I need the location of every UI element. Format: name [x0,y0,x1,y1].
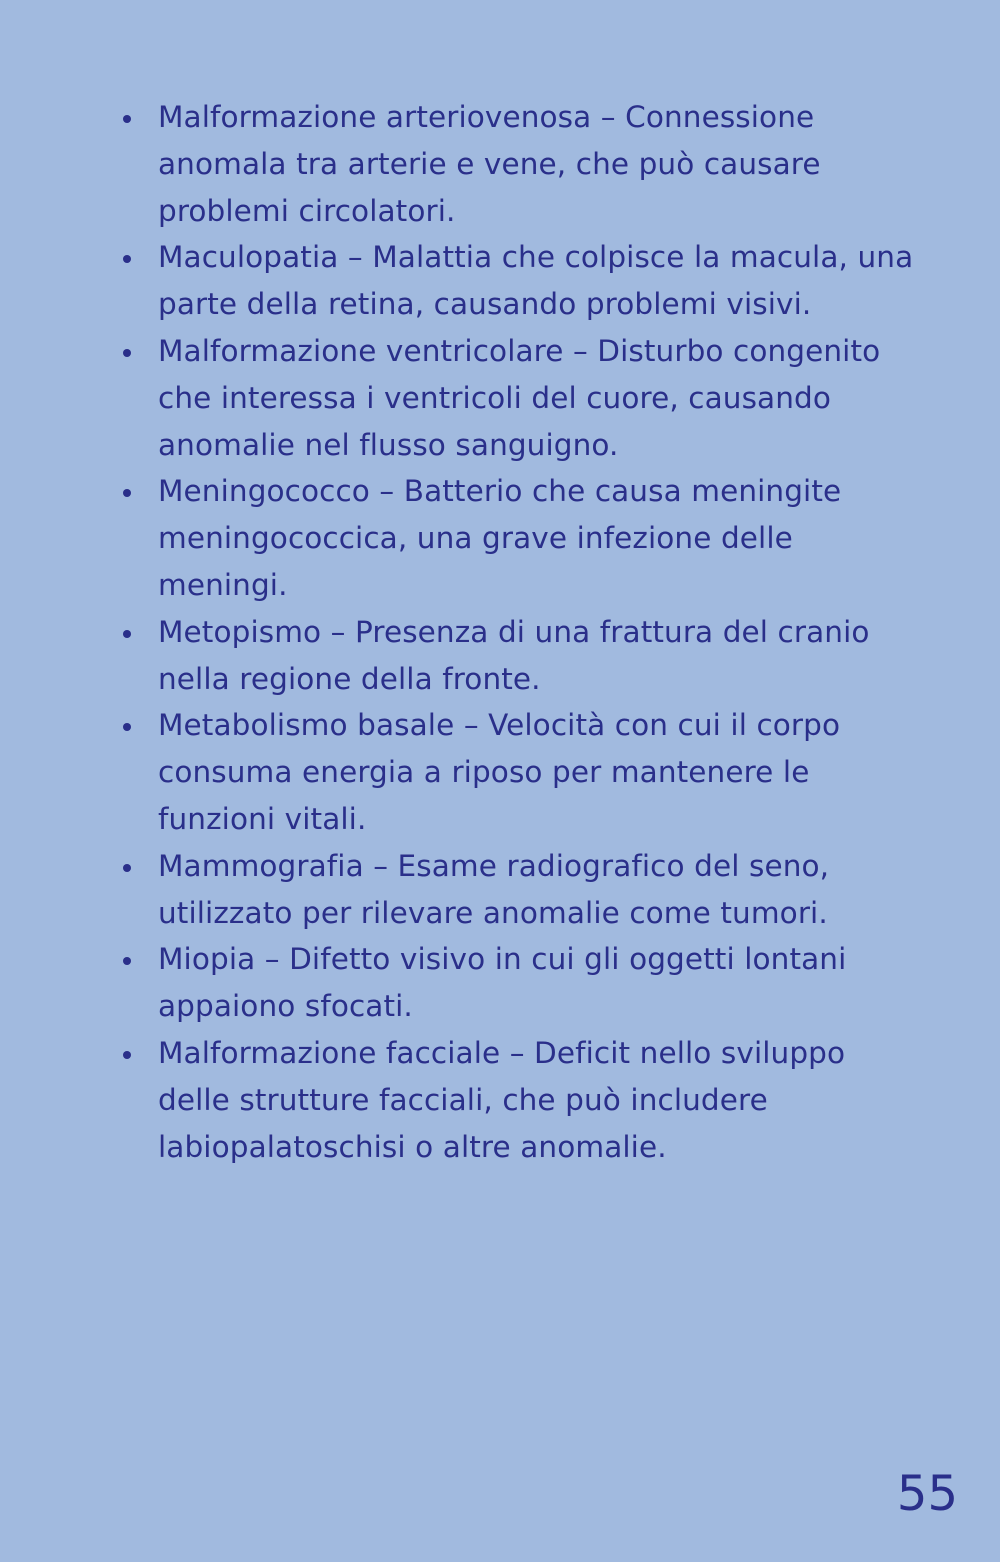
glossary-item-text: Malformazione ventricolare – Disturbo congenito che interessa i ventricoli del cuore, causando anomalie nel flusso sanguigno. [158,333,881,462]
bullet-icon [123,489,131,497]
glossary-item-text: Miopia – Difetto visivo in cui gli oggetti lontani appaiono sfocati. [158,942,847,1024]
bullet-icon [123,864,131,872]
page-number: 55 [896,1466,958,1522]
bullet-icon [123,255,131,263]
bullet-icon [123,349,131,357]
glossary-item-text: Mammografia – Esame radiografico del seno, utilizzato per rilevare anomalie come tumori. [158,848,830,930]
glossary-item-text: Malformazione facciale – Deficit nello sviluppo delle strutture facciali, che può includere labiopalatoschisi o altre anomalie. [158,1035,846,1164]
glossary-list [118,94,918,1170]
bullet-icon [123,115,131,123]
glossary-item-text: Metabolismo basale – Velocità con cui il corpo consuma energia a riposo per mantenere le funzioni vitali. [158,708,841,836]
glossary-item [118,702,918,842]
bullet-icon [123,957,131,965]
bullet-icon [123,630,131,638]
glossary-item [118,1030,918,1170]
glossary-item-text: Maculopatia – Malattia che colpisce la macula, una parte della retina, causando problemi visivi. [158,240,914,322]
glossary-item-text: Metopismo – Presenza di una frattura del cranio nella regione della fronte. [158,614,870,696]
glossary-item [118,94,918,234]
glossary-item-text: Malformazione arteriovenosa – Connessione anomala tra arterie e vene, che può causare problemi circolatori. [158,100,821,228]
glossary-item [118,468,918,608]
glossary-item-text: Meningococco – Batterio che causa meningite meningococcica, una grave infezione delle meningi. [158,474,842,602]
glossary-item [118,234,918,328]
bullet-icon [123,723,131,731]
glossary-item [118,843,918,937]
glossary-item [118,328,918,468]
bullet-icon [123,1051,131,1059]
glossary-item [118,936,918,1030]
glossary-item [118,609,918,703]
